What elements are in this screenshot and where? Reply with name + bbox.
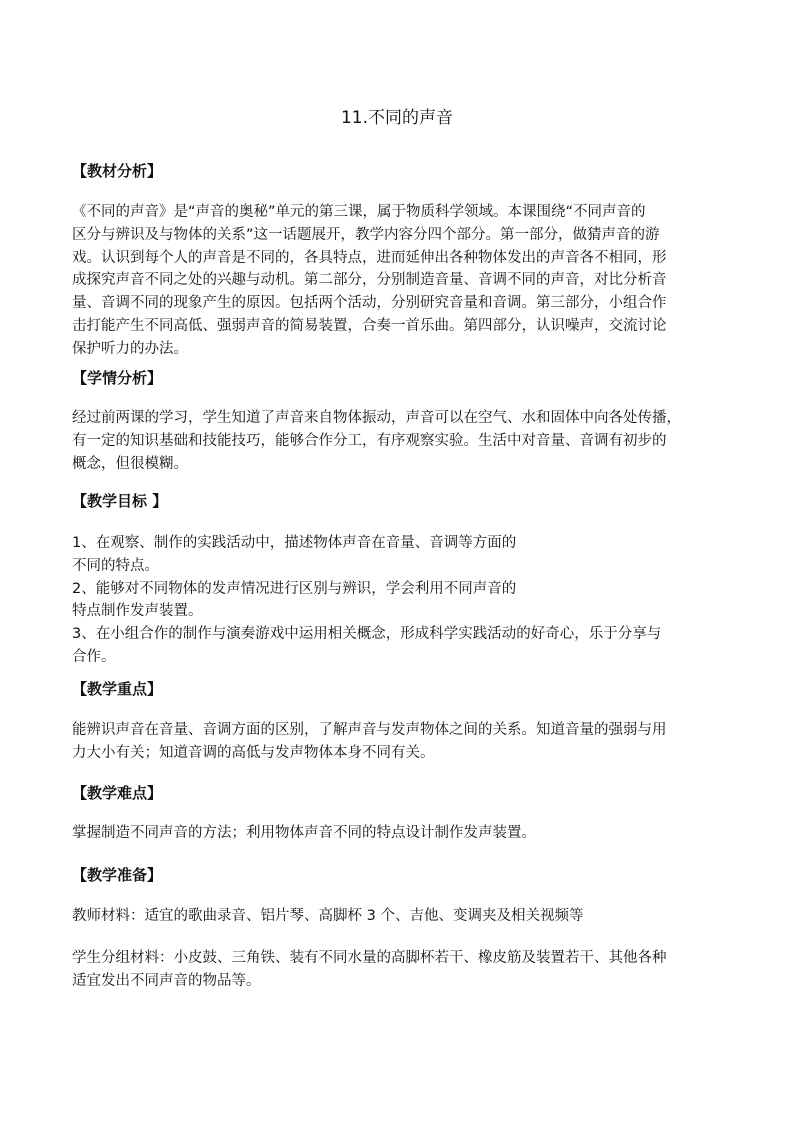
text-line: 量、音调不同的现象产生的原因。包括两个活动，分别研究音量和音调。第三部分，小组合作 [72,295,667,312]
heading-preparation: 【教学准备】 [72,866,163,884]
text-line: 经过前两课的学习，学生知道了声音来自物体振动，声音可以在空气、水和固体中向各处传播， [72,410,681,426]
heading-difficulties: 【教学难点】 [72,784,163,802]
text-line: 力大小有关；知道音调的高低与发声物体本身不同有关。 [72,744,435,761]
paragraph-student-materials [72,947,722,993]
text-line: 学生分组材料：小皮鼓、三角铁、装有不同水量的高脚杯若干、橡皮筋及装置若干、其他各种 [72,950,667,966]
heading-teaching-goals: 【教学目标 】 [72,492,168,510]
text-line: 3、在小组合作的制作与演奏游戏中运用相关概念，形成科学实践活动的好奇心，乐于分享与 [72,626,662,643]
text-line: 《不同的声音》是“声音的奥秘”单元的第三课，属于物质科学领域。本课围绕“不同声音的 [72,204,646,220]
text-line: 保护听力的办法。 [72,340,188,357]
paragraph-textbook-analysis [72,201,722,361]
text-line: 适宜发出不同声音的物品等。 [72,972,261,989]
text-line: 掌握制造不同声音的方法；利用物体声音不同的特点设计制作发声装置。 [72,825,536,841]
text-line: 不同的特点。 [72,557,159,574]
text-line: 区分与辨识及与物体的关系”这一话题展开，教学内容分四个部分。第一部分，做猜声音的游 [72,226,660,243]
paragraph-difficulties [72,822,722,845]
text-line: 1、在观察、制作的实践活动中，描述物体声音在音量、音调等方面的 [72,535,517,551]
paragraph-student-analysis [72,407,722,475]
text-line: 合作。 [72,648,116,665]
document-title: 11.不同的声音 [340,108,454,128]
paragraph-teacher-materials [72,905,722,928]
text-line: 特点制作发声装置。 [72,603,203,620]
heading-textbook-analysis: 【教材分析】 [72,162,163,180]
text-line: 教师材料：适宜的歌曲录音、铝片琴、高脚杯 3 个、吉他、变调夹及相关视频等 [72,908,584,924]
text-line: 概念，但很模糊。 [72,455,188,472]
text-line: 有一定的知识基础和技能技巧，能够合作分工，有序观察实验。生活中对音量、音调有初步的 [72,432,667,449]
paragraph-teaching-goals [72,532,722,669]
paragraph-key-points [72,719,722,765]
text-line: 成探究声音不同之处的兴趣与动机。第二部分，分别制造音量、音调不同的声音，对比分析音 [72,272,667,289]
text-line: 能辨识声音在音量、音调方面的区别，了解声音与发声物体之间的关系。知道音量的强弱与用 [72,722,667,738]
heading-student-analysis: 【学情分析】 [72,369,163,387]
text-line: 2、能够对不同物体的发声情况进行区别与辨识，学会利用不同声音的 [72,580,517,597]
text-line: 戏。认识到每个人的声音是不同的，各具特点，进而延伸出各种物体发出的声音各不相同，形 [72,249,667,266]
text-line: 击打能产生不同高低、强弱声音的简易装置，合奏一首乐曲。第四部分，认识噪声，交流讨论 [72,317,667,334]
heading-key-points: 【教学重点】 [72,680,163,698]
